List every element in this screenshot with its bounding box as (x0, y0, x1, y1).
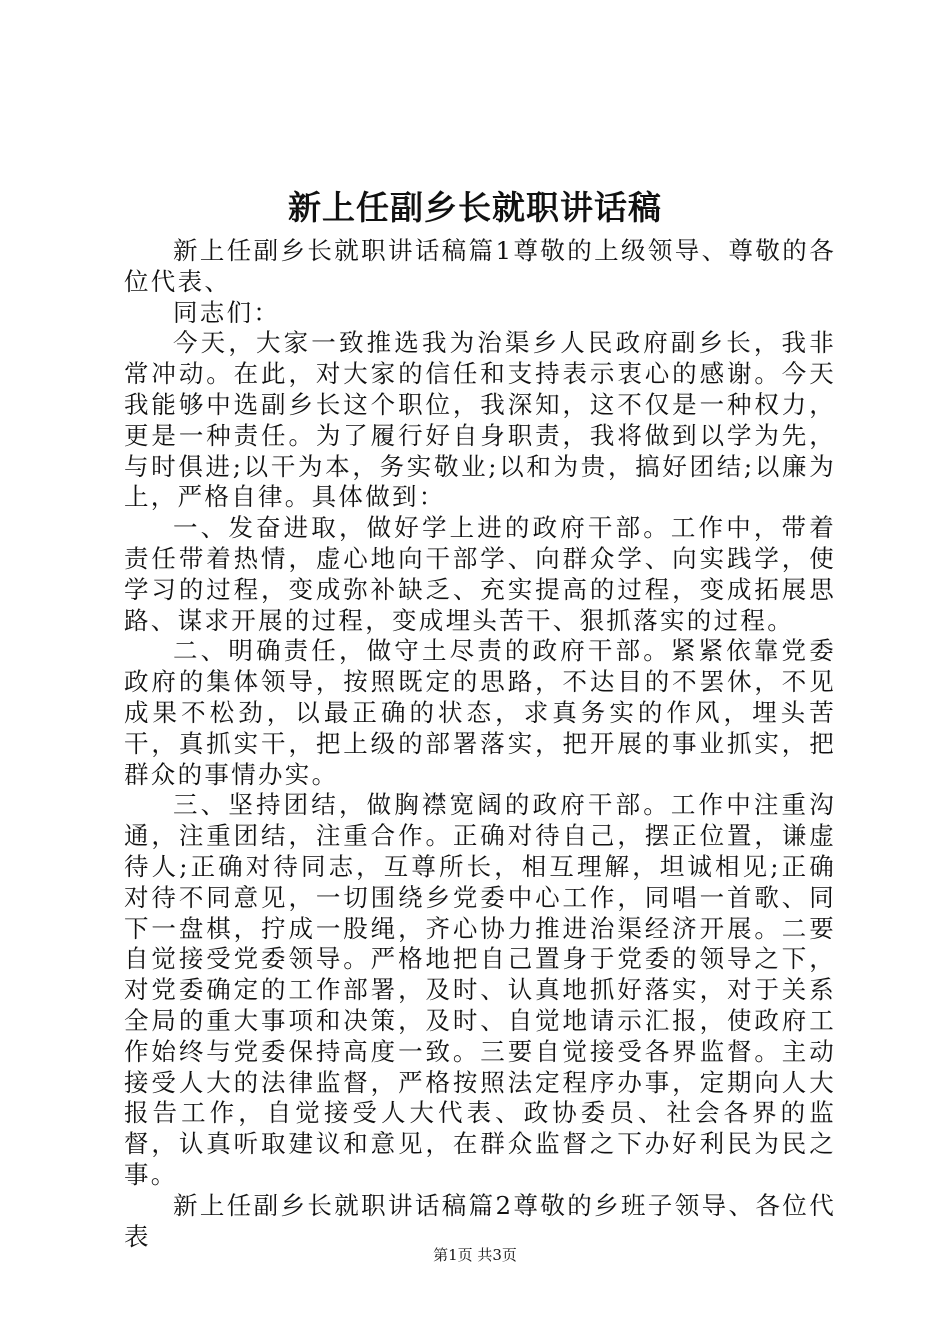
document-title: 新上任副乡长就职讲话稿 (288, 188, 662, 227)
paragraph-introduction: 今天，大家一致推选我为治渠乡人民政府副乡长，我非常冲动。在此，对大家的信任和支持表示衷心的感谢。今天我能够中选副乡长这个职位，我深知，这不仅是一种权力，更是一种责任。为了履行好自身职责，我将做到以学为先，与时俱进;以干为本，务实敬业;以和为贵，搞好团结;以廉为上，严格自律。具体做到： (124, 328, 836, 512)
paragraph-salutation: 同志们： (173, 297, 281, 327)
paragraph-point-three: 三、坚持团结，做胸襟宽阔的政府干部。工作中注重沟通，注重团结，注重合作。正确对待自己，摆正位置，谦虚待人;正确对待同志，互尊所长，相互理解，坦诚相见;正确对待不同意见，一切围绕乡党委中心工作，同唱一首歌、同下一盘棋，拧成一股绳，齐心协力推进治渠经济开展。二要自觉接受党委领导。严格地把自己置身于党委的领导之下，对党委确定的工作部署，及时、认真地抓好落实，对于关系全局的重大事项和决策，及时、自觉地请示汇报，使政府工作始终与党委保持高度一致。三要自觉接受各界监督。主动接受人大的法律监督，严格按照法定程序办事，定期向人大报告工作，自觉接受人大代表、政协委员、社会各界的监督，认真听取建议和意见，在群众监督之下办好利民为民之事。 (124, 790, 836, 1189)
paragraph-speech-two-start: 新上任副乡长就职讲话稿篇2尊敬的乡班子领导、各位代表 (124, 1190, 836, 1251)
paragraph-point-one: 一、发奋进取，做好学上进的政府干部。工作中，带着责任带着热情，虚心地向干部学、向群众学、向实践学，使学习的过程，变成弥补缺乏、充实提高的过程，变成拓展思路、谋求开展的过程，变成埋头苦干、狠抓落实的过程。 (124, 513, 836, 635)
paragraph-point-two: 二、明确责任，做守土尽责的政府干部。紧紧依靠党委政府的集体领导，按照既定的思路，不达目的不罢休，不见成果不松劲，以最正确的状态，求真务实的作风，埋头苦干，真抓实干，把上级的部署落实，把开展的事业抓实，把群众的事情办实。 (124, 636, 836, 789)
document-body (124, 236, 836, 1252)
page-number-footer: 第1页 共3页 (433, 1246, 517, 1264)
paragraph-opening: 新上任副乡长就职讲话稿篇1尊敬的上级领导、尊敬的各位代表、 (124, 236, 836, 296)
